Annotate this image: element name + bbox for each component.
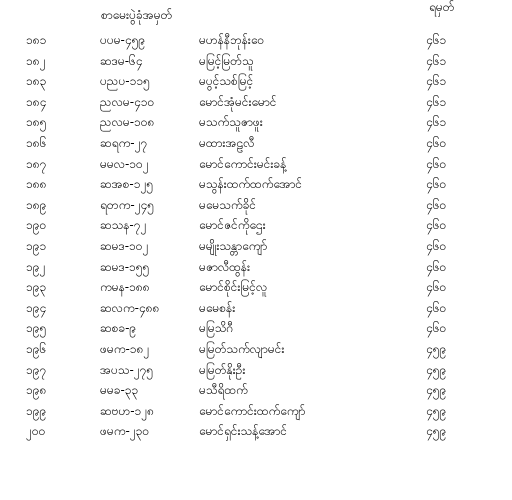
exam-number: ဆရက-၂၇ [100,135,148,150]
marks: ၄၆၀ [426,238,447,253]
exam-number: ဆအစ-၁၂၅ [100,177,154,192]
student-name: မသွန်းထက်ထက်အောင် [199,177,303,192]
row-number: ၁၈၁ [26,33,47,47]
student-name: မောင်ရှင်းသန့်အောင် [199,424,288,439]
exam-number: ဆသန-၇၂ [100,218,147,233]
row-number: ၁၉၀ [26,218,47,233]
student-name: မမေသက်ခိုင် [199,197,256,212]
student-name: မမြသိဂီ [199,321,234,336]
exam-number: ဖမက-၂၃၀ [100,424,150,439]
marks: ၄၆၀ [426,280,447,295]
student-name: မဟန်နီဘုန်းဝေ [199,33,265,47]
marks: ၄၆၀ [426,218,447,233]
row-number: ၁၈၄ [26,94,47,109]
table-row [0,154,512,175]
marks: ၄၅၉ [426,383,447,398]
student-name: မောင်ကောင်းမင်းခန့် [199,156,287,171]
row-number: ၁၉၃ [26,280,47,295]
marks: ၄၆၁ [426,33,447,47]
exam-number: မမလ-၁၀၂ [100,156,149,171]
row-number: ၁၉၄ [26,300,47,315]
marks: ၄၆၀ [426,177,447,192]
exam-number: ဆမဒ-၁၀၂ [100,238,149,253]
student-name: မမေစန်း [199,300,236,315]
exam-number: ဆမဒ-၁၅၅ [100,259,150,274]
exam-number: မမခ-၃၃ [100,383,139,398]
table-row [0,92,512,113]
marks: ၄၆၀ [426,156,447,171]
exam-number: ဆစခ-၉ [100,321,137,336]
row-number: ၁၈၃ [26,74,47,89]
student-name: မသက်သူဇာဖူး [199,115,263,130]
table-row [0,277,512,298]
marks: ၄၅၉ [426,341,447,356]
exam-number: ဆဗဟ-၁၂၈ [100,403,155,418]
row-number: ၁၈၇ [26,156,47,171]
table-row [0,339,512,360]
student-name: မောင်ကောင်းထက်ကျော် [199,403,306,418]
student-name: မသီရိထက် [199,383,248,398]
marks: ၄၆၀ [426,135,447,150]
student-name: မဇာလီထွန်း [199,259,251,274]
row-number: ၁၉၅ [26,321,47,336]
marks: ၄၆၁ [426,115,447,130]
exam-number: ပညပ-၁၁၅ [100,74,150,89]
table-row [0,236,512,257]
exam-number: ညလမ-၁၀၈ [100,115,155,130]
marks: ၄၆၁ [426,74,447,89]
row-number: ၁၈၆ [26,135,47,150]
table-row [0,71,512,92]
student-name: မထားအဠလီ [199,135,255,150]
student-name: မပွင့်သစ်မြင့် [199,74,254,89]
marks: ၄၆၀ [426,197,447,212]
exam-number: ညလမ-၄၁၀ [100,94,155,109]
marks: ၄၆၁ [426,94,447,109]
marks: ၄၅၉ [426,424,447,439]
exam-number: ရတက-၂၄၅ [100,197,155,212]
table-row [0,51,512,72]
student-name: မမြတ်သက်လျာမင်း [199,341,285,356]
marks: ၄၆၀ [426,300,447,315]
exam-number: ဆလက-၄၈၈ [100,300,160,315]
marks: ၄၅၉ [426,362,447,377]
student-name: မောင်ဇင်ကိုဌေး [199,218,266,233]
student-name: မမြင့်မြတ်သူ [199,53,254,68]
row-number: ၁၉၂ [26,259,46,274]
table-row [0,401,512,422]
marks: ၄၅၉ [426,403,447,418]
table-row [0,421,512,442]
exam-number: ဖမက-၁၈၂ [100,341,150,356]
results-table [0,30,512,442]
row-number: ၁၉၉ [26,403,47,418]
marks-header: ရမှတ် [429,0,455,14]
row-number: ၁၉၁ [26,238,47,253]
exam-number-header: စာမေးပွဲခုံအမှတ် [101,8,173,22]
student-name: မမျိုးသန္တာကျော် [199,238,268,253]
table-row [0,174,512,195]
row-number: ၁၉၇ [26,362,47,377]
student-name: မောင်အုံမင်းမောင် [199,94,277,109]
table-row [0,298,512,319]
table-row [0,195,512,216]
table-row [0,360,512,381]
marks: ၄၆၁ [426,53,447,68]
exam-number: အပသ-၂၇၅ [100,362,154,377]
marks: ၄၆၀ [426,259,447,274]
table-row [0,318,512,339]
table-row [0,112,512,133]
student-name: မောင်စိုင်းမြင့်လူ [199,280,268,295]
row-number: ၂၀၀ [26,424,46,439]
table-row [0,30,512,51]
table-row [0,215,512,236]
exam-number: ကမန-၁၈၈ [100,280,150,295]
row-number: ၁၈၅ [26,115,47,130]
table-row [0,257,512,278]
exam-number: ပပမ-၄၅၉ [100,33,146,47]
row-number: ၁၈၉ [26,197,47,212]
student-name: မမြတ်နိုးဦး [199,362,246,377]
table-row [0,133,512,154]
marks: ၄၆၀ [426,321,447,336]
exam-number: ဆဒမ-၆၄ [100,53,143,68]
row-number: ၁၉၆ [26,341,47,356]
row-number: ၁၉၈ [26,383,47,398]
table-row [0,380,512,401]
row-number: ၁၈၂ [26,53,46,68]
row-number: ၁၈၈ [26,177,47,192]
